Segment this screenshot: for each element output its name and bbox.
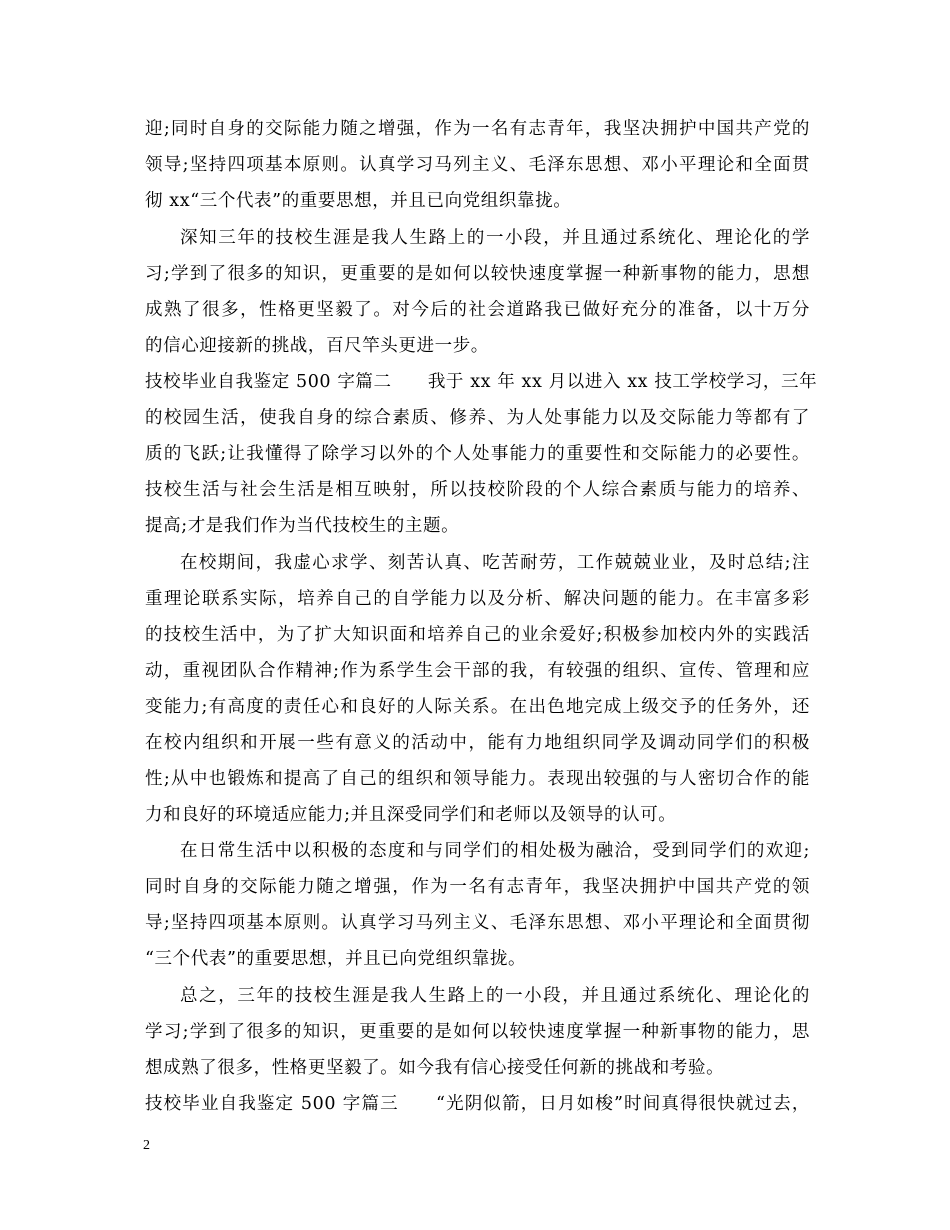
text-line: 在日常生活中以积极的态度和与同学们的相处极为融洽，受到同学们的欢迎;: [180, 841, 810, 861]
text-line: 总之，三年的技校生涯是我人生路上的一小段，并且通过系统化、理论化的: [180, 986, 810, 1006]
text-line: 在校期间，我虚心求学、刻苦认真、吃苦耐劳，工作兢兢业业，及时总结;注: [180, 553, 810, 573]
section-heading-line: 技校毕业自我鉴定 500 字篇三 “光阴似箭，日月如梭”时间真得很快就过去，: [145, 1094, 810, 1114]
text-line: “三个代表”的重要思想，并且已向党组织靠拢。: [145, 949, 527, 969]
text-line: 重理论联系实际，培养自己的自学能力以及分析、解决问题的能力。在丰富多彩: [145, 589, 810, 609]
text-line: 的校园生活，使我自身的综合素质、修养、为人处事能力以及交际能力等都有了: [145, 408, 810, 428]
text-line: 变能力;有高度的责任心和良好的人际关系。在出色地完成上级交予的任务外，还: [145, 697, 810, 717]
text-line: 技校生活与社会生活是相互映射，所以技校阶段的个人综合素质与能力的培养、: [145, 480, 810, 500]
text-line: 导;坚持四项基本原则。认真学习马列主义、毛泽东思想、邓小平理论和全面贯彻: [145, 913, 810, 933]
text-line: 的信心迎接新的挑战，百尺竿头更进一步。: [145, 336, 489, 356]
text-line: 同时自身的交际能力随之增强，作为一名有志青年，我坚决拥护中国共产党的领: [145, 877, 810, 897]
text-line: 性;从中也锻炼和提高了自己的组织和领导能力。表现出较强的与人密切合作的能: [145, 769, 810, 789]
text-line: 提高;才是我们作为当代技校生的主题。: [145, 516, 460, 536]
text-line: 深知三年的技校生涯是我人生路上的一小段，并且通过系统化、理论化的学: [180, 228, 810, 248]
section-heading-line: 技校毕业自我鉴定 500 字篇二 我于 xx 年 xx 月以进入 xx 技工学校学习，三年: [145, 372, 818, 392]
text-line: 动，重视团队合作精神;作为系学生会干部的我，有较强的组织、宣传、管理和应: [145, 661, 810, 681]
text-line: 在校内组织和开展一些有意义的活动中，能有力地组织同学及调动同学们的积极: [145, 733, 810, 753]
text-line: 迎;同时自身的交际能力随之增强，作为一名有志青年，我坚决拥护中国共产党的: [145, 119, 810, 139]
text-line: 领导;坚持四项基本原则。认真学习马列主义、毛泽东思想、邓小平理论和全面贯: [145, 155, 810, 175]
text-line: 力和良好的环境适应能力;并且深受同学们和老师以及领导的认可。: [145, 805, 677, 825]
text-line: 的技校生活中，为了扩大知识面和培养自己的业余爱好;积极参加校内外的实践活: [145, 625, 810, 645]
text-line: 彻 xx“三个代表”的重要思想，并且已向党组织靠拢。: [145, 191, 572, 211]
text-line: 习;学到了很多的知识，更重要的是如何以较快速度掌握一种新事物的能力，思想: [145, 264, 810, 284]
text-line: 质的飞跃;让我懂得了除学习以外的个人处事能力的重要性和交际能力的必要性。: [145, 444, 810, 464]
text-line: 成熟了很多，性格更坚毅了。对今后的社会道路我已做好充分的准备，以十万分: [145, 300, 810, 320]
text-line: 学习;学到了很多的知识，更重要的是如何以较快速度掌握一种新事物的能力，思: [145, 1022, 810, 1042]
page-number: 2: [143, 1138, 150, 1153]
text-line: 想成熟了很多，性格更坚毅了。如今我有信心接受任何新的挑战和考验。: [145, 1058, 725, 1078]
